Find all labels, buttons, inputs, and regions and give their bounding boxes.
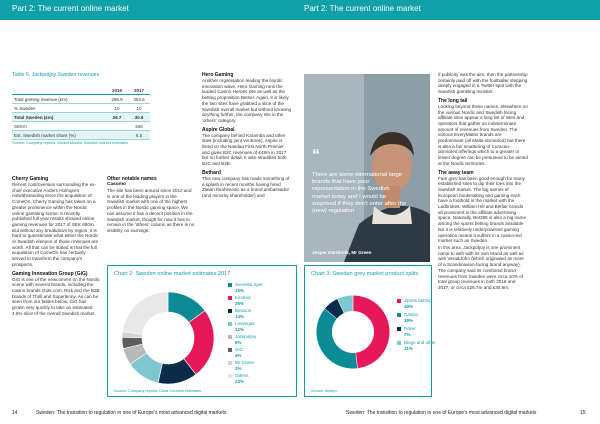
table-cell (106, 122, 128, 131)
chart2-legend-swatch (228, 283, 232, 287)
chart2-legend-value: 6% (235, 339, 242, 345)
chart3-legend-value: 11% (404, 345, 413, 351)
portrait-photo (304, 74, 430, 262)
chart2-source: Source: Company reports, Clear Connect estimates (114, 389, 201, 393)
right-page-number: 15 (580, 410, 586, 416)
chart2-legend-label: Jackpotjoy (235, 334, 257, 339)
aspire-heading: Aspire Global (202, 126, 235, 133)
column-a (12, 176, 100, 316)
chart3-slice-sports-betting (353, 295, 390, 368)
chart2-legend-label: Svenska Spel (235, 282, 263, 287)
chart3-legend-swatch (397, 313, 401, 317)
chart3-legend-label: Casino (404, 312, 419, 317)
header-bar (0, 0, 600, 20)
table-row (12, 104, 150, 113)
chart2-legend-value: 12% (235, 326, 245, 332)
chart2-panel (107, 265, 297, 397)
chart2-legend-label: Leovegas (235, 321, 255, 326)
right-header-title: Part 2: The current online market (304, 4, 421, 13)
column-e (438, 72, 528, 291)
chart3-legend-value: 38% (404, 317, 414, 323)
chart3-legend-swatch (397, 341, 401, 345)
table-cell: 6.5 (128, 131, 150, 140)
chart3-legend-label: Poker (404, 326, 416, 331)
quote-text: There are some international large brands that have poor representation in the Swedish market today and I would be surprised if they don't enter after the (new) regulation (312, 172, 407, 215)
table-header-cell (12, 86, 106, 95)
table-row (12, 113, 150, 122)
table-cell: SEKm (12, 122, 106, 131)
chart2-legend-swatch (228, 296, 232, 300)
table-row (12, 95, 150, 104)
table-row (12, 131, 150, 140)
chart2-legend-swatch (228, 361, 232, 365)
right-footer-text: Sweden: The transition to regulation in one of Europe's most advanced digital markets (346, 410, 537, 416)
gig-text: GiG is one of the newcomers on the Nordic scene with several brands, including the casino brands Guts.com, Rizk and the B2B brands of Thrill and Superlenny. As can be seen from our tables below, GiG has grown very quickly to take an estimated 4.5% slice of the overall Swedish market. (12, 276, 100, 316)
away-text: Fate grey has been good enough for many established sites to dip their toes into the Swedish market. The big names of European bookmaking and gaming each have a foothold in the market with the Ladbrokes, William Hill and Betfair brands all prominent in the affiliate advertising space. Naturally, Bet365 is also a big name among the sports betting brands available but it is relatively underpowered gaming operation means it suffers in a casino-led market such as Sweden. (438, 175, 527, 244)
longtail-heading: The long tail (438, 97, 468, 104)
chart2-legend-value: 2% (235, 365, 242, 371)
chart2-legend-label: Betsson (235, 308, 252, 313)
longtail-text: Looking beyond these names, elsewhere on the various Nordic and Swedish facing affiliate sites appear a long list of sites and operators that gather an indeterminate amount of revenues from Sweden. The various EveryMatrix brands are predominant (all Malta-domiciled) but there is also a fair smattering of Curacao-domiciled offerings which to a greater or lesser degree can be presumed to be aimed at the Nordic territories. (438, 103, 528, 166)
table-header-cell: 2017 (128, 86, 150, 95)
cherry-heading: Cherry Gaming (12, 176, 49, 182)
chart2-legend-swatch (228, 322, 232, 326)
chart3-legend-label: Sports betting (404, 298, 432, 303)
chart2-legend-value: 15% (235, 287, 245, 293)
chart2-legend-value: 14% (235, 313, 245, 319)
table-cell: 10 (106, 104, 128, 113)
table-cell (106, 131, 128, 140)
chart2-title: Chart 2: Sweden online market estimates 2017 (114, 271, 231, 277)
cherry-text: Recent controversies surrounding the ex-chief executive Anders Holmgren notwithstanding since the acquisition of ComeOn, Cherry Gaming has taken on a greater prominence within the Nordic online gambling scene. It recently published full year results showed online gaming revenues for 2017 of SEK 680m. But without any breakdown by region, it is hard to guesstimate what either the Nordic or Swedish element of those revenues are worth. All that can be stated is that the full acquisition of ComeOn has certainly served to transform the company's prospects. (12, 182, 99, 267)
left-footer-text: Sweden: The transition to regulation in one of Europe's most advanced digital markets (36, 410, 227, 416)
table6 (12, 72, 150, 147)
bethard-heading: Bethard (202, 169, 221, 176)
table-cell: 30.5 (128, 113, 150, 122)
chart3-legend-swatch (397, 299, 401, 303)
chart2-legend-swatch (228, 335, 232, 339)
table-row (12, 122, 150, 131)
chart2-legend-label: Others (235, 373, 249, 378)
table-cell: % Sweden (12, 104, 106, 113)
chart3-source: Source: Betsyn (311, 389, 337, 393)
table-cell: 304.6 (128, 95, 150, 104)
chart2-legend-value: 25% (235, 300, 245, 306)
table6-table (12, 86, 150, 140)
other-heading: Other notable names (107, 176, 157, 182)
chart3-panel (304, 265, 436, 397)
aspire-text: The company behind Karamba and other sites (including joint ventures), Aspire is listed on the Nasdaq First North Premier and gives B2C revenues of €48m in 2017 but no further detail. It also straddles both B2C and B2B. (202, 132, 287, 167)
gig-heading: Gaming Innovation Group (GiG) (12, 270, 88, 277)
chart2-donut (118, 288, 218, 388)
chart2-legend-value: 23% (235, 378, 245, 384)
chart2-legend (228, 282, 292, 392)
column-b (107, 176, 195, 234)
chart3-legend-swatch (397, 327, 401, 331)
hero-text: Another organisation leading the Nordic innovation wave, Hero Gaming runs the lauded Casino Heroes site as well as the betting proposition Betser. Again, it is likely the two sites have grabbed a slice of the Swedish overall market but without knowing anything further, the company sits in the 'others' category. (202, 78, 292, 123)
table6-source: Source: Company reports, Market Monitor Swedish market estimates (12, 141, 129, 145)
table-cell: Total gaming revenue (£m) (12, 95, 106, 104)
hero-heading: Hero Gaming (202, 72, 234, 78)
table-cell: Est. Swedish market share (%) (12, 131, 106, 140)
jackpot-text: In this area, Jackpotjoy is one prominent name to with with its own brand as well as with Vera&John (which originated as more of a Scandinavian-facing brand anyway). The company said its combined brand revenues from Sweden were circa 10% of total group revenues in both 2016 and 2017, or circa £26.7m and £30.6m. (438, 244, 524, 290)
casumo-heading: Casumo (107, 182, 126, 187)
left-header-title: Part 2: The current online market (12, 4, 129, 13)
intro-text: If publicity was the aim, then the partnership certainly paid off with the footballer stepping deeply engaged in a Twitter spat with the Swedish gambling minister. (438, 72, 528, 95)
table-header-row (12, 86, 150, 95)
chart2-legend-label: GiG (235, 347, 244, 352)
portrait-illustration (304, 74, 430, 262)
chart3-legend-value: 48% (404, 303, 414, 309)
chart2-legend-label: Kindred (235, 295, 251, 300)
chart3-legend-value: 7% (404, 331, 411, 337)
chart2-legend-swatch (228, 348, 232, 352)
table-cell: 10 (128, 104, 150, 113)
chart2-legend-value: 4% (235, 352, 242, 358)
chart2-slice-others (122, 292, 168, 334)
column-c (202, 72, 292, 199)
table6-caption: Table 6. Jackpotjoy Sweden revenues (12, 72, 100, 78)
table-cell: 266.9 (106, 95, 128, 104)
chart3-legend-label: Bingo and other (404, 340, 436, 345)
chart2-legend-swatch (228, 374, 232, 378)
bethard-text: This new company has made something of a splash in recent months having hired Zlatan Ibrahimovic as a brand ambassador (and minority shareholder) and (202, 175, 290, 198)
chart3-donut (313, 292, 393, 372)
quote-mark-icon: “ (312, 147, 320, 164)
chart3-title: Chart 3: Sweden grey market product splits (311, 271, 419, 277)
table-cell: 26.7 (106, 113, 128, 122)
away-heading: The away team (438, 169, 474, 176)
quote-attribution: Jesper Kärrbrink, Mr Green (312, 250, 372, 255)
table-cell: Total Sweden (£m) (12, 113, 106, 122)
chart3-legend (397, 298, 436, 378)
table-header-cell: 2016 (106, 86, 128, 95)
casumo-text: The site has been around since 2012 and is one of the leading players in the Swedish market with one of the highest profiles in the Nordic gaming space. We can assume it has a decent position in the Swedish market, though for now it has to remain in the 'others' column as there is no visibility on earnings. (107, 188, 195, 233)
chart2-legend-swatch (228, 309, 232, 313)
chart2-legend-label: Mr Green (235, 360, 255, 365)
left-page-number: 14 (12, 410, 18, 416)
table-cell: 346 (128, 122, 150, 131)
